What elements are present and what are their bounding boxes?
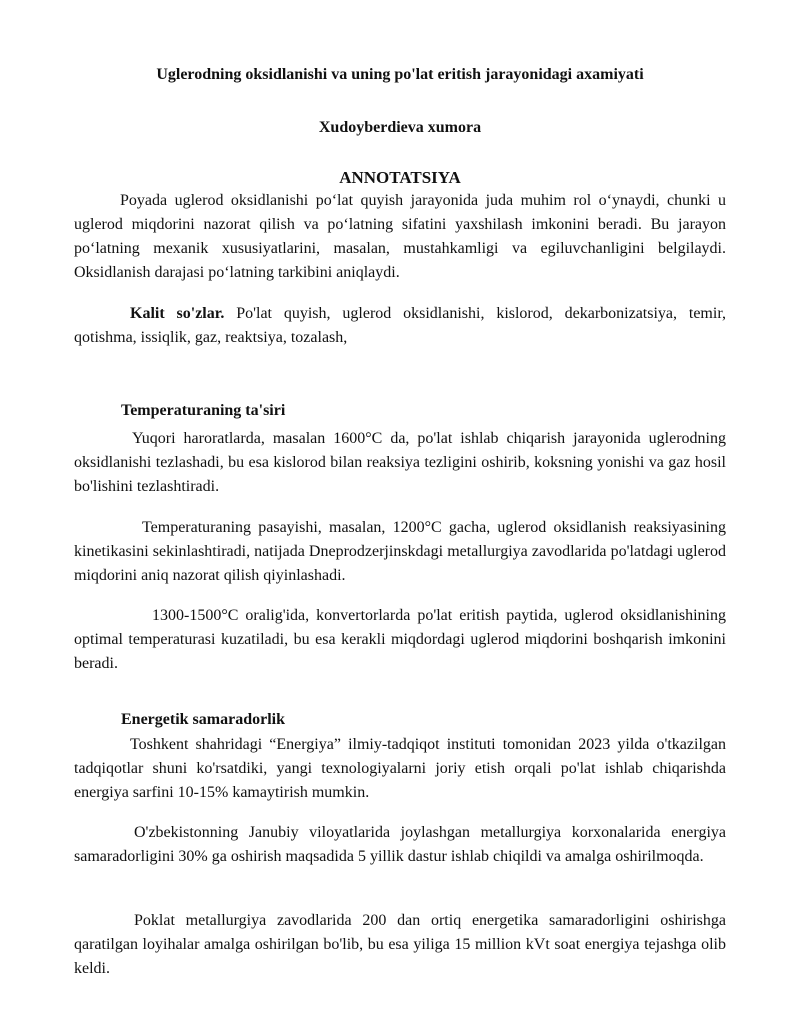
energy-paragraph-1: Toshkent shahridagi “Energiya” ilmiy-tadqiqot instituti tomonidan 2023 yilda o'tkazilgan tadqiqotlar shuni ko'rsatdiki, yangi texnologiyalarni joriy etish orqali po'lat ishlab chiqarishda energiya sarfini 10-15% kamaytirish mumkin. [74,736,726,801]
keywords-paragraph [74,302,726,350]
temperature-paragraph-1: Yuqori haroratlarda, masalan 1600°C da, po'lat ishlab chiqarish jarayonida uglerodning oksidlanishi tezlashadi, bu esa kislorod bilan reaksiya tezligini oshirib, koksning yonishi va gaz hosil bo'lishini tezlashtiradi. [74,430,726,495]
temperature-paragraph-2: Temperaturaning pasayishi, masalan, 1200°C gacha, uglerod oksidlanish reaksiyasining kinetikasini sekinlashtiradi, natijada Dneprodzerjinskdagi metallurgiya zavodlarida po'latdagi uglerod miqdorini aniq nazorat qilish qiyinlashadi. [74,519,726,584]
keywords-label: Kalit so'zlar. [130,305,225,322]
annotation-heading: ANNOTATSIYA [339,168,461,187]
temperature-paragraph-3: 1300-1500°C oralig'ida, konvertorlarda po'lat eritish paytida, uglerod oksidlanishining optimal temperaturasi kuzatiladi, bu esa kerakli miqdordagi uglerod miqdorini boshqarish imkonini beradi. [74,607,726,672]
document-title: Uglerodning oksidlanishi va uning po'lat eritish jarayonidagi axamiyati [156,66,644,83]
annotation-paragraph: Poyada uglerod oksidlanishi po‘lat quyish jarayonida juda muhim rol o‘ynaydi, chunki u uglerod miqdorini nazorat qilish va po‘latning sifatini yaxshilash imkonini beradi. Bu jarayon po‘latning mexanik xususiyatlarini, masalan, mustahkamligi va egiluvchanligini belgilaydi. Oksidlanish darajasi po‘latning tarkibini aniqlaydi. [74,192,726,281]
energy-paragraph-2: O'zbekistonning Janubiy viloyatlarida joylashgan metallurgiya korxonalarida energiya samaradorligini 30% ga oshirish maqsadida 5 yillik dastur ishlab chiqildi va amalga oshirilmoqda. [74,824,726,865]
section-heading-temperature: Temperaturaning ta'siri [121,402,286,419]
energy-paragraph-3: Poklat metallurgiya zavodlarida 200 dan ortiq energetika samaradorligini oshirishga qaratilgan loyihalar amalga oshirilgan bo'lib, bu esa yiliga 15 million kVt soat energiya tejashga olib keldi. [74,912,726,977]
keywords-text: Po'lat quyish, uglerod oksidlanishi, kislorod, dekarbonizatsiya, temir, qotishma, issiqlik, gaz, reaktsiya, tozalash, [74,305,727,346]
author-name: Xudoyberdieva xumora [318,119,482,136]
section-heading-energy: Energetik samaradorlik [121,711,285,728]
